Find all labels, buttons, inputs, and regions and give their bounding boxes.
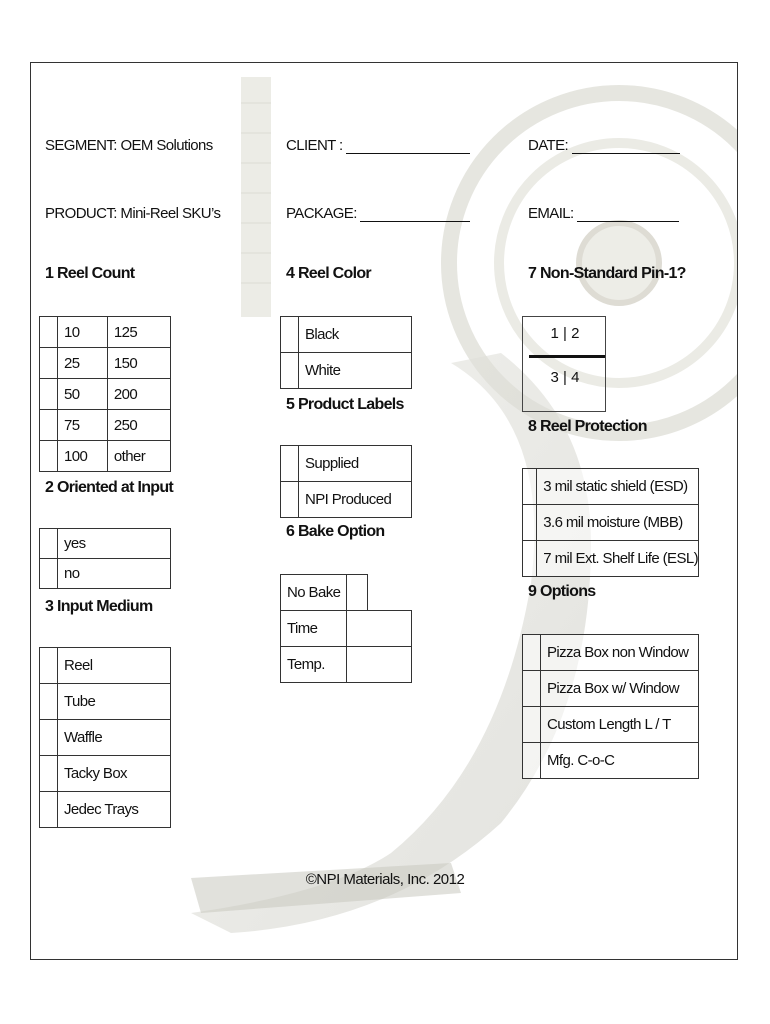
checkbox[interactable] bbox=[523, 541, 537, 577]
table-cell: Mfg. C-o-C bbox=[541, 743, 699, 779]
table-row[interactable] bbox=[40, 441, 171, 472]
email-field[interactable] bbox=[528, 205, 679, 222]
table-cell: NPI Produced bbox=[299, 482, 412, 518]
divider bbox=[529, 355, 605, 358]
table-cell: 150 bbox=[107, 348, 170, 379]
table-row[interactable] bbox=[40, 720, 171, 756]
table-cell: Temp. bbox=[281, 647, 347, 683]
table-cell: Tacky Box bbox=[58, 756, 171, 792]
client-field[interactable] bbox=[286, 137, 470, 154]
package-label: PACKAGE: bbox=[286, 205, 357, 222]
checkbox[interactable] bbox=[281, 317, 299, 353]
checkbox[interactable] bbox=[40, 441, 58, 472]
table-row[interactable] bbox=[281, 317, 412, 353]
bake-option-table bbox=[280, 574, 412, 683]
pin1-selector[interactable] bbox=[522, 316, 606, 412]
checkbox[interactable] bbox=[40, 379, 58, 410]
pin1-title: 7 Non-Standard Pin-1? bbox=[528, 265, 686, 282]
table-row[interactable] bbox=[281, 353, 412, 389]
product-labels-title: 5 Product Labels bbox=[286, 396, 404, 413]
pin1-top-row[interactable]: 1 | 2 bbox=[550, 325, 580, 342]
table-cell: 100 bbox=[58, 441, 108, 472]
table-cell: 10 bbox=[58, 317, 108, 348]
table-row[interactable] bbox=[40, 348, 171, 379]
table-cell: 125 bbox=[107, 317, 170, 348]
table-cell: Tube bbox=[58, 684, 171, 720]
table-cell: Time bbox=[281, 611, 347, 647]
options-title: 9 Options bbox=[528, 583, 596, 600]
table-row[interactable] bbox=[40, 684, 171, 720]
copyright-footer: ©NPI Materials, Inc. 2012 bbox=[305, 871, 465, 888]
reel-protection-table bbox=[522, 468, 699, 577]
table-cell: Reel bbox=[58, 648, 171, 684]
client-label: CLIENT : bbox=[286, 137, 343, 154]
reel-count-title: 1 Reel Count bbox=[45, 265, 135, 282]
checkbox[interactable] bbox=[40, 756, 58, 792]
reel-color-table bbox=[280, 316, 412, 389]
checkbox[interactable] bbox=[40, 348, 58, 379]
table-cell: 50 bbox=[58, 379, 108, 410]
table-cell: 25 bbox=[58, 348, 108, 379]
reel-color-title: 4 Reel Color bbox=[286, 265, 371, 282]
oriented-table bbox=[39, 528, 171, 589]
email-blank[interactable] bbox=[577, 206, 679, 222]
table-row[interactable] bbox=[523, 671, 699, 707]
table-cell: 7 mil Ext. Shelf Life (ESL) bbox=[537, 541, 699, 577]
input-cell[interactable] bbox=[347, 611, 412, 647]
checkbox[interactable] bbox=[40, 792, 58, 828]
checkbox[interactable] bbox=[523, 671, 541, 707]
checkbox[interactable] bbox=[523, 505, 537, 541]
checkbox[interactable] bbox=[40, 720, 58, 756]
package-field[interactable] bbox=[286, 205, 470, 222]
table-row[interactable] bbox=[40, 559, 171, 589]
table-cell: 200 bbox=[107, 379, 170, 410]
table-cell: Waffle bbox=[58, 720, 171, 756]
email-label: EMAIL: bbox=[528, 205, 574, 222]
date-blank[interactable] bbox=[572, 138, 680, 154]
segment-label: SEGMENT: OEM Solutions bbox=[45, 137, 213, 154]
table-row[interactable] bbox=[281, 611, 412, 647]
table-row[interactable] bbox=[40, 756, 171, 792]
checkbox[interactable] bbox=[40, 559, 58, 589]
checkbox[interactable] bbox=[40, 648, 58, 684]
checkbox[interactable] bbox=[281, 482, 299, 518]
input-cell[interactable] bbox=[347, 647, 412, 683]
table-cell: 250 bbox=[107, 410, 170, 441]
table-row[interactable] bbox=[523, 505, 699, 541]
table-row[interactable] bbox=[40, 410, 171, 441]
input-medium-table bbox=[39, 647, 171, 828]
checkbox[interactable] bbox=[523, 743, 541, 779]
table-row[interactable] bbox=[40, 529, 171, 559]
date-field[interactable] bbox=[528, 137, 680, 154]
table-cell: no bbox=[58, 559, 171, 589]
checkbox[interactable] bbox=[40, 684, 58, 720]
table-cell: Black bbox=[299, 317, 412, 353]
reel-protection-title: 8 Reel Protection bbox=[528, 418, 647, 435]
client-blank[interactable] bbox=[346, 138, 470, 154]
checkbox[interactable] bbox=[523, 707, 541, 743]
checkbox[interactable] bbox=[347, 575, 368, 611]
checkbox[interactable] bbox=[523, 635, 541, 671]
table-row[interactable] bbox=[281, 446, 412, 482]
table-cell: 3 mil static shield (ESD) bbox=[537, 469, 699, 505]
table-cell: Jedec Trays bbox=[58, 792, 171, 828]
table-row[interactable] bbox=[523, 707, 699, 743]
table-row[interactable] bbox=[40, 648, 171, 684]
checkbox[interactable] bbox=[281, 353, 299, 389]
options-table bbox=[522, 634, 699, 779]
table-row[interactable] bbox=[281, 575, 412, 611]
bake-option-title: 6 Bake Option bbox=[286, 523, 385, 540]
table-cell: 75 bbox=[58, 410, 108, 441]
input-medium-title: 3 Input Medium bbox=[45, 598, 153, 615]
table-row[interactable] bbox=[40, 792, 171, 828]
checkbox[interactable] bbox=[40, 317, 58, 348]
table-cell: 3.6 mil moisture (MBB) bbox=[537, 505, 699, 541]
table-cell: Pizza Box non Window bbox=[541, 635, 699, 671]
table-row[interactable] bbox=[523, 469, 699, 505]
table-cell: Custom Length L / T bbox=[541, 707, 699, 743]
table-cell: Supplied bbox=[299, 446, 412, 482]
table-row[interactable] bbox=[523, 541, 699, 577]
table-row[interactable] bbox=[523, 635, 699, 671]
table-cell: yes bbox=[58, 529, 171, 559]
oriented-title: 2 Oriented at Input bbox=[45, 479, 174, 496]
date-label: DATE: bbox=[528, 137, 569, 154]
order-form bbox=[30, 62, 738, 960]
table-cell: No Bake bbox=[281, 575, 347, 611]
checkbox[interactable] bbox=[40, 529, 58, 559]
checkbox[interactable] bbox=[40, 410, 58, 441]
table-row[interactable] bbox=[281, 647, 412, 683]
table-row[interactable] bbox=[523, 743, 699, 779]
checkbox[interactable] bbox=[281, 446, 299, 482]
table-cell: other bbox=[107, 441, 170, 472]
product-labels-table bbox=[280, 445, 412, 518]
reel-count-table bbox=[39, 316, 171, 472]
table-row[interactable] bbox=[40, 317, 171, 348]
pin1-bottom-row[interactable]: 3 | 4 bbox=[550, 369, 580, 386]
package-blank[interactable] bbox=[360, 206, 470, 222]
product-label: PRODUCT: Mini-Reel SKU’s bbox=[45, 205, 221, 222]
table-cell: Pizza Box w/ Window bbox=[541, 671, 699, 707]
table-row[interactable] bbox=[40, 379, 171, 410]
table-row[interactable] bbox=[281, 482, 412, 518]
checkbox[interactable] bbox=[523, 469, 537, 505]
table-cell: White bbox=[299, 353, 412, 389]
